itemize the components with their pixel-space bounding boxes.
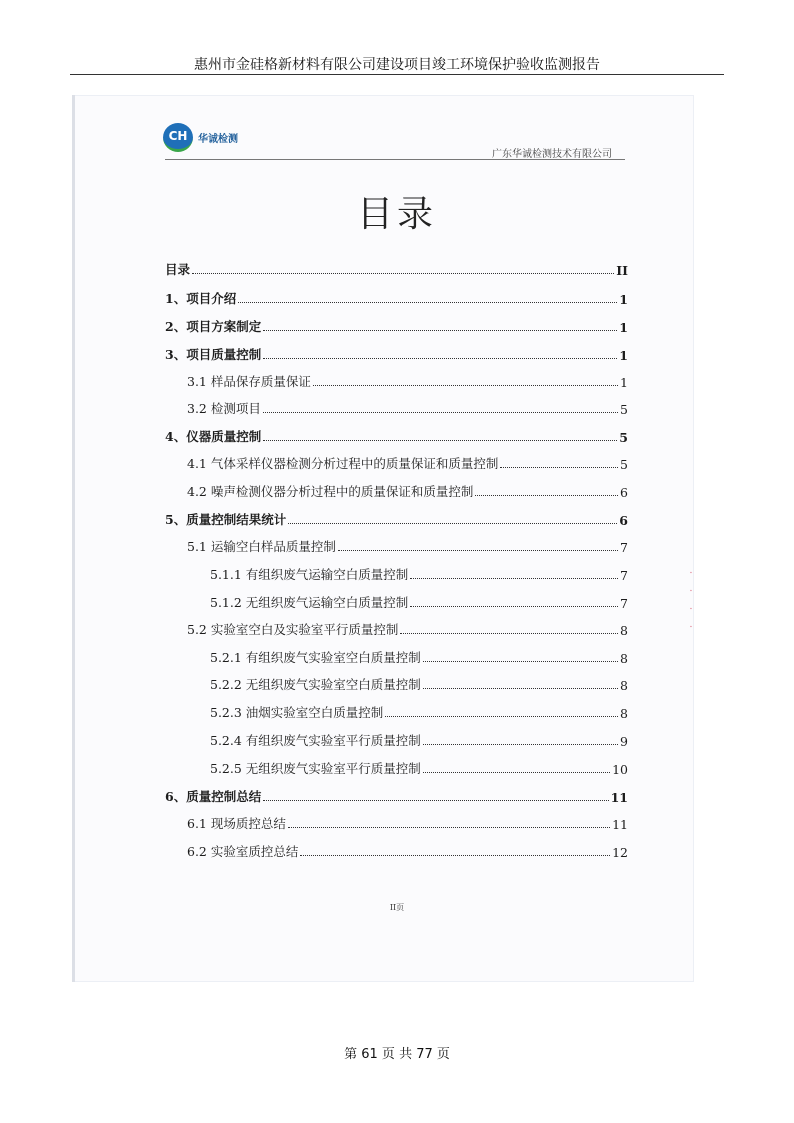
toc-entry: [187, 618, 628, 638]
company-divider: [165, 159, 625, 160]
toc-leader-dots: [423, 744, 618, 745]
toc-entry-label: 6.2 实验室质控总结: [187, 844, 299, 859]
toc-leader-dots: [192, 273, 614, 274]
toc-entry: [187, 535, 628, 555]
toc-entry: [210, 673, 628, 693]
toc-entry: [165, 425, 628, 445]
toc-entry: [187, 452, 628, 472]
toc-leader-dots: [263, 412, 618, 413]
toc-entry-page: 11: [612, 817, 628, 832]
toc-entry-page: 1: [619, 320, 628, 335]
toc-entry-page: 12: [612, 845, 628, 860]
toc-entry: [187, 480, 628, 500]
toc-leader-dots: [313, 385, 618, 386]
toc-entry-label: 3、项目质量控制: [165, 347, 262, 362]
toc-entry-page: 5: [619, 430, 628, 445]
toc-entry-page: II: [616, 263, 628, 278]
toc-entry-page: 8: [620, 706, 628, 721]
toc-entry-label: 5.2.1 有组织废气实验室空白质量控制: [210, 650, 421, 665]
toc-entry-label: 5.1.2 无组织废气运输空白质量控制: [210, 595, 409, 610]
toc-entry-label: 5.2 实验室空白及实验室平行质量控制: [187, 622, 399, 637]
toc-entry-label: 5.1.1 有组织废气运输空白质量控制: [210, 567, 409, 582]
toc-entry-label: 6.1 现场质控总结: [187, 816, 286, 831]
company-name: 广东华诚检测技术有限公司: [492, 149, 612, 160]
toc-entry-page: 9: [620, 734, 628, 749]
toc-leader-dots: [475, 495, 618, 496]
toc-title: 目录: [356, 194, 437, 235]
toc-entry-label: 目录: [165, 262, 191, 277]
toc-leader-dots: [263, 358, 617, 359]
toc-entry-label: 5.1 运输空白样品质量控制: [187, 539, 336, 554]
toc-entry-page: 1: [619, 348, 628, 363]
toc-entry-label: 5.2.2 无组织废气实验室空白质量控制: [210, 677, 421, 692]
toc-entry: [165, 287, 628, 307]
toc-entry-page: 6: [619, 513, 628, 528]
toc-entry: [210, 563, 628, 583]
company-logo: [163, 122, 238, 152]
toc-entry-label: 3.2 检测项目: [187, 401, 261, 416]
toc-entry-page: 10: [612, 762, 628, 777]
toc-entry-page: 6: [620, 485, 628, 500]
toc-leader-dots: [300, 855, 610, 856]
page-number: 第 61 页 共 77 页: [344, 1047, 450, 1062]
toc-entry: [165, 315, 628, 335]
toc-leader-dots: [410, 606, 618, 607]
toc-entry-page: 8: [620, 651, 628, 666]
toc-leader-dots: [400, 633, 618, 634]
toc-entry-label: 5.2.3 油烟实验室空白质量控制: [210, 705, 384, 720]
toc-entry-page: 7: [620, 596, 628, 611]
toc-entry-label: 6、质量控制总结: [165, 789, 262, 804]
toc-leader-dots: [500, 467, 618, 468]
toc-leader-dots: [263, 800, 608, 801]
toc-entry: [210, 646, 628, 666]
toc-entry: [187, 397, 628, 417]
toc-leader-dots: [423, 661, 618, 662]
toc-entry-page: 8: [620, 678, 628, 693]
toc-leader-dots: [288, 523, 617, 524]
toc-entry: [210, 591, 628, 611]
stamp-seal: ⸱ ⸱ ⸱ ⸱: [689, 568, 693, 633]
toc-entry-page: 1: [620, 375, 628, 390]
toc-entry: [187, 840, 628, 860]
logo-text: 华诚检测: [198, 133, 238, 145]
toc-entry: [165, 508, 628, 528]
toc-entry: [165, 785, 628, 805]
toc-leader-dots: [423, 772, 610, 773]
toc-entry-page: 11: [610, 790, 628, 805]
toc-entry-label: 2、项目方案制定: [165, 319, 262, 334]
toc-entry-page: 7: [620, 568, 628, 583]
toc-entry: [165, 258, 628, 278]
toc-entry-label: 5.2.4 有组织废气实验室平行质量控制: [210, 733, 421, 748]
document-header-title: 惠州市金硅格新材料有限公司建设项目竣工环境保护验收监测报告: [194, 57, 600, 73]
toc-entry-label: 3.1 样品保存质量保证: [187, 374, 311, 389]
toc-entry-page: 5: [620, 402, 628, 417]
toc-entry: [187, 812, 628, 832]
toc-leader-dots: [263, 330, 617, 331]
toc-entry: [210, 729, 628, 749]
toc-entry-label: 5、质量控制结果统计: [165, 512, 287, 527]
toc-entry-label: 4、仪器质量控制: [165, 429, 262, 444]
toc-entry: [210, 757, 628, 777]
toc-leader-dots: [263, 440, 617, 441]
toc-entry-page: 7: [620, 540, 628, 555]
toc-leader-dots: [288, 827, 610, 828]
toc-entry-label: 4.2 噪声检测仪器分析过程中的质量保证和质量控制: [187, 484, 474, 499]
toc-entry: [187, 370, 628, 390]
toc-entry: [210, 701, 628, 721]
logo-mark-icon: CH: [163, 123, 193, 152]
toc-leader-dots: [410, 578, 618, 579]
toc-leader-dots: [238, 302, 617, 303]
toc-entry-label: 5.2.5 无组织废气实验室平行质量控制: [210, 761, 421, 776]
toc-entry-label: 4.1 气体采样仪器检测分析过程中的质量保证和质量控制: [187, 456, 499, 471]
header-divider: [70, 74, 724, 75]
toc-leader-dots: [385, 716, 618, 717]
inner-page-number: II页: [389, 903, 405, 912]
toc-entry: [165, 343, 628, 363]
toc-entry-label: 1、项目介绍: [165, 291, 237, 306]
toc-entry-page: 1: [619, 292, 628, 307]
toc-leader-dots: [423, 688, 618, 689]
toc-entry-page: 8: [620, 623, 628, 638]
toc-leader-dots: [338, 550, 618, 551]
toc-entry-page: 5: [620, 457, 628, 472]
